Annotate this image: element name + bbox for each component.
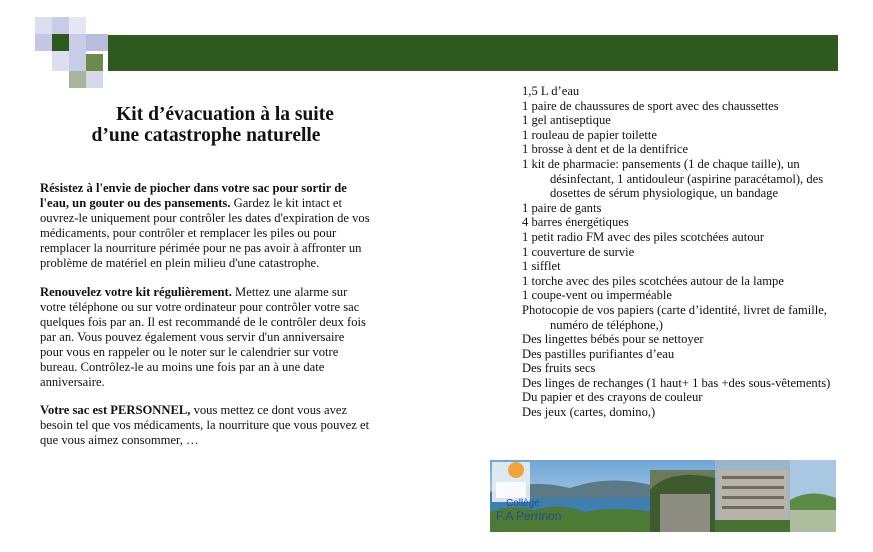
decor-square-7 bbox=[86, 34, 108, 51]
paragraph-1 bbox=[40, 181, 370, 272]
paragraph-3-bold: Votre sac est PERSONNEL, bbox=[40, 403, 191, 418]
list-item: 1 kit de pharmacie: pansements (1 de chaque taille), un désinfectant, 1 antidouleur (aspirine paracétamol), des dosettes de sérum physiologique, un bandage bbox=[522, 156, 824, 201]
list-item: Du papier et des crayons de couleur bbox=[522, 390, 703, 405]
list-item: 1 gel antiseptique bbox=[522, 113, 611, 128]
list-item: Des jeux (cartes, domino,) bbox=[522, 405, 656, 420]
school-banner-image bbox=[490, 460, 836, 532]
list-item: 1 couverture de survie bbox=[522, 244, 635, 259]
list-item: 1 sifflet bbox=[522, 259, 561, 274]
decor-square-12 bbox=[86, 71, 103, 88]
list-item: Photocopie de vos papiers (carte d’identité, livret de famille, numéro de téléphone,) bbox=[522, 302, 827, 332]
list-item: 1,5 L d’eau bbox=[522, 84, 580, 98]
logo-line-1: Collège bbox=[506, 498, 540, 509]
list-item: Des lingettes bébés pour se nettoyer bbox=[522, 332, 704, 347]
list-item: 1 torche avec des piles scotchées autour de la lampe bbox=[522, 273, 784, 288]
decor-square-11 bbox=[69, 71, 86, 88]
list-item: 1 rouleau de papier toilette bbox=[522, 127, 657, 142]
list-item: Des fruits secs bbox=[522, 361, 596, 376]
title-line-1: Kit d’évacuation à la suite bbox=[116, 104, 334, 125]
paragraph-3-text: vous mettez ce dont vous avez besoin tel que vos médicaments, la nourriture que vous pouvez et que vous aimez consommer, … bbox=[40, 403, 370, 448]
decor-square-10 bbox=[86, 54, 103, 71]
decor-square-4 bbox=[35, 34, 52, 51]
page-title bbox=[60, 104, 390, 146]
decor-square-9 bbox=[69, 51, 86, 71]
list-item: 1 paire de chaussures de sport avec des chaussettes bbox=[522, 98, 779, 113]
paragraph-3 bbox=[40, 403, 370, 448]
paragraph-2-bold: Renouvelez votre kit régulièrement. bbox=[40, 284, 232, 299]
list-item: 1 coupe-vent ou imperméable bbox=[522, 288, 673, 303]
decor-square-3 bbox=[69, 17, 86, 34]
list-item: 1 paire de gants bbox=[522, 200, 602, 215]
decor-square-1 bbox=[35, 17, 52, 34]
title-line-2: d’une catastrophe naturelle bbox=[91, 125, 321, 146]
decor-square-8 bbox=[52, 51, 69, 71]
decor-square-6 bbox=[69, 34, 86, 51]
paragraph-1-text: Gardez le kit intact et ouvrez-le uniquement pour contrôler les dates d'expiration de vos médicaments, pour contrôler et remplacer les piles ou pour remplacer la nourriture périmée pour ne pas avoir à affronter un problème de matériel en plein milieu d'une catastrophe. bbox=[40, 196, 370, 271]
list-item: 4 barres énergétiques bbox=[522, 215, 629, 230]
decor-square-5 bbox=[52, 34, 69, 51]
logo-line-2: F.A Perrinon bbox=[496, 509, 562, 523]
school-logo-text bbox=[496, 498, 561, 522]
kit-list bbox=[522, 84, 842, 420]
list-item: 1 brosse à dent et de la dentifrice bbox=[522, 142, 689, 157]
paragraph-1-bold: Résistez à l'envie de piocher dans votre sac pour sortir de l'eau, un gouter ou des pansements. bbox=[40, 181, 347, 211]
left-column bbox=[40, 181, 370, 462]
decor-square-2 bbox=[52, 17, 69, 34]
list-item: 1 petit radio FM avec des piles scotchées autour bbox=[522, 229, 765, 244]
paragraph-2-text: Mettez une alarme sur votre téléphone ou sur votre ordinateur pour contrôler votre sac quelques fois par an. Il est recommandé de le contrôler deux fois par an. Vous pouvez également vous servir d'un anniversaire pour vous en rappeler ou le noter sur le calendrier sur votre bureau. Contrôlez-le au moins une fois par an à une date anniversaire. bbox=[40, 284, 366, 390]
header-bar bbox=[108, 35, 838, 71]
list-item: Des pastilles purifiantes d’eau bbox=[522, 346, 675, 361]
list-item: Des linges de rechanges (1 haut+ 1 bas +des sous-vêtements) bbox=[522, 375, 831, 390]
paragraph-2 bbox=[40, 285, 370, 391]
